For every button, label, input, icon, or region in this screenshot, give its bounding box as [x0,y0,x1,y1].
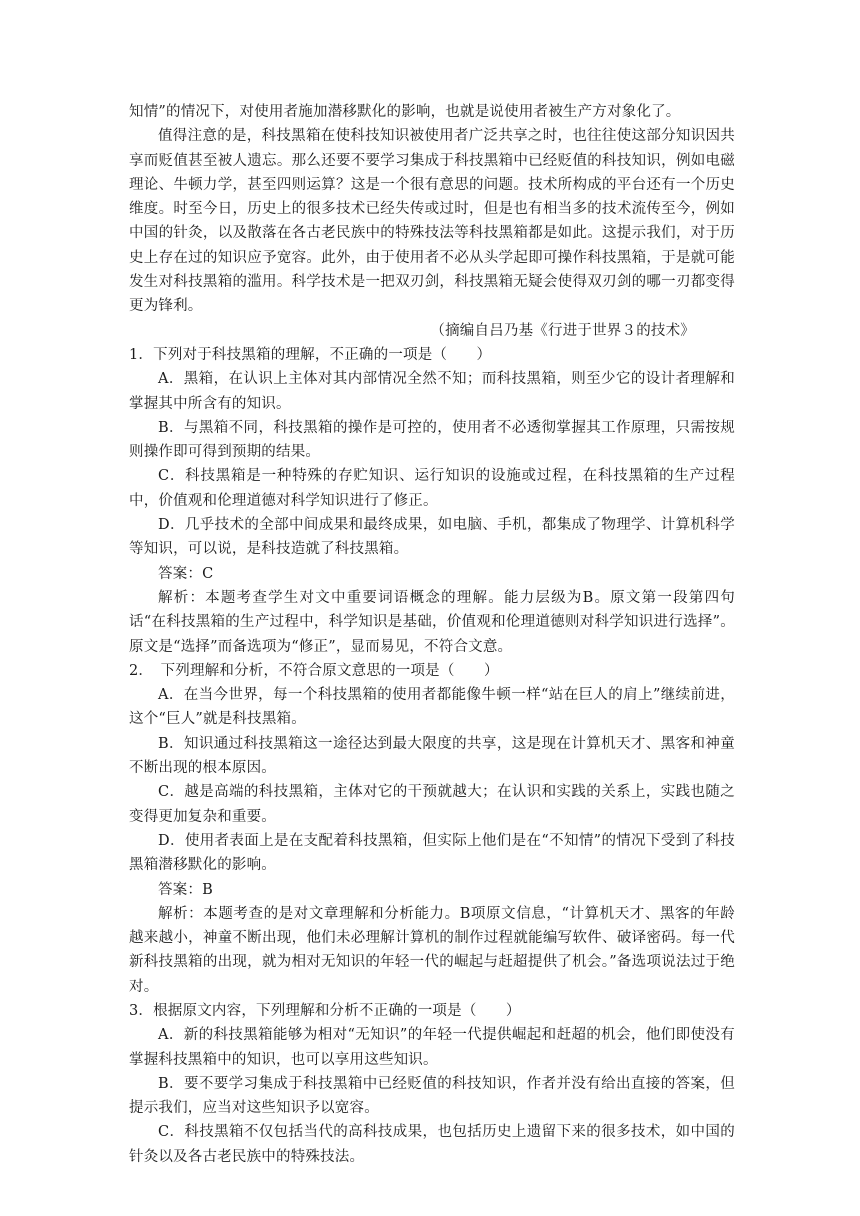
article-paragraph: 知情”的情况下，对使用者施加潜移默化的影响，也就是说使用者被生产方对象化了。 [129,104,681,120]
question-stem: 3．根据原文内容，下列理解和分析不正确的一项是（ ） [129,1002,521,1019]
question-option: B．与黑箱不同，科技黑箱的操作是可控的，使用者不必透彻掌握其工作原理，只需按规则操作即可得到预期的结果。 [129,419,735,461]
article-paragraph: 值得注意的是，科技黑箱在使科技知识被使用者广泛共享之时，也往往使这部分知识因共享而贬值甚至被人遗忘。那么还要不要学习集成于科技黑箱中已经贬值的科技知识，例如电磁理论、牛顿力学，甚至四则运算？这是一个很有意思的问题。技术所构成的平台还有一个历史维度。时至今日，历史上的很多技术已经失传或过时，但是也有相当多的技术流传至今，例如中国的针灸，以及散落在各古老民族中的特殊技法等科技黑箱都是如此。这提示我们，对于历史上存在过的知识应予宽容。此外，由于使用者不必从头学起即可操作科技黑箱，于是就可能发生对科技黑箱的滥用。科学技术是一把双刃剑，科技黑箱无疑会使得双刃剑的哪一刃都变得更为锋利。 [129,128,735,315]
article-source: （摘编自吕乃基《行进于世界３的技术》 [430,322,695,339]
question-option: D．使用者表面上是在支配着科技黑箱，但实际上他们是在“不知情”的情况下受到了科技黑箱潜移默化的影响。 [129,832,735,874]
answer-text: 答案：B [158,881,213,898]
analysis-text: 解析：本题考查学生对文中重要词语概念的理解。能力层级为B。原文第一段第四句话“在科技黑箱的生产过程中，科学知识是基础，价值观和伦理道德则对科学知识进行选择”。原文是“选择”而备选项为“修正”，显而易见，不符合文意。 [129,589,735,655]
question-stem: 2． 下列理解和分析，不符合原文意思的一项是（ ） [129,662,499,679]
question-option: B．知识通过科技黑箱这一途径达到最大限度的共享，这是现在计算机天才、黑客和神童不断出现的根本原因。 [129,735,735,777]
question-option: C．科技黑箱不仅包括当代的高科技成果，也包括历史上遗留下来的很多技术，如中国的针灸以及各古老民族中的特殊技法。 [129,1124,735,1165]
question-option: D．几乎技术的全部中间成果和最终成果，如电脑、手机，都集成了物理学、计算机科学等知识，可以说，是科技造就了科技黑箱。 [129,517,735,558]
question-option: A．在当今世界，每一个科技黑箱的使用者都能像牛顿一样“站在巨人的肩上”继续前进，这个“巨人”就是科技黑箱。 [129,687,735,728]
answer-text: 答案：C [158,565,214,582]
question-stem: 1．下列对于科技黑箱的理解，不正确的一项是（ ） [129,346,492,363]
analysis-text: 解析：本题考查的是对文章理解和分析能力。B项原文信息，“计算机天才、黑客的年龄越来越小，神童不断出现，他们未必理解计算机的制作过程就能编写软件、破译密码。每一代新科技黑箱的出现，就为相对无知识的年轻一代的崛起与赶超提供了机会。”备选项说法过于绝对。 [129,905,735,995]
question-option: B．要不要学习集成于科技黑箱中已经贬值的科技知识，作者并没有给出直接的答案，但提示我们，应当对这些知识予以宽容。 [129,1075,735,1117]
question-option: A．黑箱，在认识上主体对其内部情况全然不知；而科技黑箱，则至少它的设计者理解和掌握其中所含有的知识。 [129,371,735,412]
question-option: C．科技黑箱是一种特殊的存贮知识、运行知识的设施或过程，在科技黑箱的生产过程中，价值观和伦理道德对科学知识进行了修正。 [129,468,735,509]
document-page [129,100,735,1169]
question-option: C．越是高端的科技黑箱，主体对它的干预就越大；在认识和实践的关系上，实践也随之变得更加复杂和重要。 [129,784,735,825]
question-option: A．新的科技黑箱能够为相对“无知识”的年轻一代提供崛起和赶超的机会，他们即使没有掌握科技黑箱中的知识，也可以享用这些知识。 [129,1027,735,1068]
